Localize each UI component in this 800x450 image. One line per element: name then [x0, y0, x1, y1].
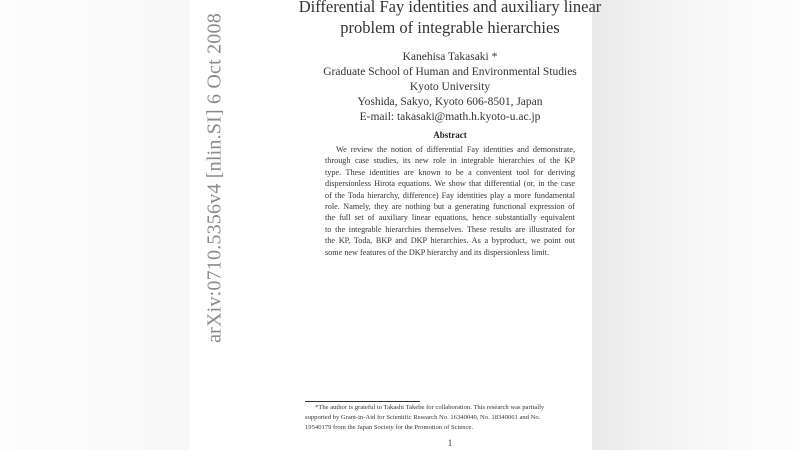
abstract-line: through case studies, its new role in integrable hierarchies of the KP	[325, 156, 575, 166]
abstract-line: We review the notion of differential Fay identities and demonstrate,	[336, 145, 575, 154]
abstract-line: the KP, Toda, BKP and DKP hierarchies. As a byproduct, we point out	[325, 236, 575, 246]
abstract-line: some new features of the DKP hierarchy and its dispersionless limit.	[325, 247, 550, 257]
author-email: E-mail: takasaki@math.h.kyoto-u.ac.jp	[359, 111, 541, 123]
abstract-heading: Abstract	[433, 130, 467, 140]
footnote-line: *The author is grateful to Takashi Takebe for collaboration. This research was partially	[315, 404, 545, 411]
paper-title	[250, 0, 650, 38]
footnote	[305, 403, 592, 433]
author-name: Kanehisa Takasaki *	[402, 51, 498, 63]
abstract-line: type. These identities are known to be a convenient tool for deriving	[325, 167, 575, 177]
page-margin-left	[0, 0, 190, 450]
footnote-line: 19540179 from the Japan Society for the Promotion of Science.	[305, 424, 474, 431]
title-line: problem of integrable hierarchies	[340, 18, 560, 37]
arxiv-stamp: arXiv:0710.5356v4 [nlin.SI] 6 Oct 2008	[203, 13, 226, 343]
author-address: Yoshida, Sakyo, Kyoto 606-8501, Japan	[357, 96, 543, 108]
abstract-line: the full set of auxiliary linear equations, hence substantially equivalent	[325, 213, 575, 223]
author-block	[250, 50, 650, 125]
page-number: 1	[447, 438, 453, 448]
abstract-body	[325, 144, 575, 258]
author-university: Kyoto University	[409, 81, 491, 93]
abstract-line: to the integrable hierarchies themselves. These results are illustrated for	[325, 224, 575, 234]
footnote-line: supported by Grant-in-Aid for Scientific Research No. 16340040, No. 18340061 and No.	[305, 414, 541, 421]
author-affiliation: Graduate School of Human and Environmental Studies	[323, 66, 577, 78]
abstract-line: dispersionless Hirota equations. We show that differential (or, in the case	[325, 179, 575, 189]
footnote-rule	[305, 401, 420, 402]
abstract-line: role. Namely, they are nothing but a generating functional expression of	[325, 202, 575, 212]
abstract-line: of the Toda hierarchy, difference) Fay identities play a more fundamental	[325, 190, 575, 200]
title-line: Differential Fay identities and auxiliary linear	[298, 0, 602, 16]
